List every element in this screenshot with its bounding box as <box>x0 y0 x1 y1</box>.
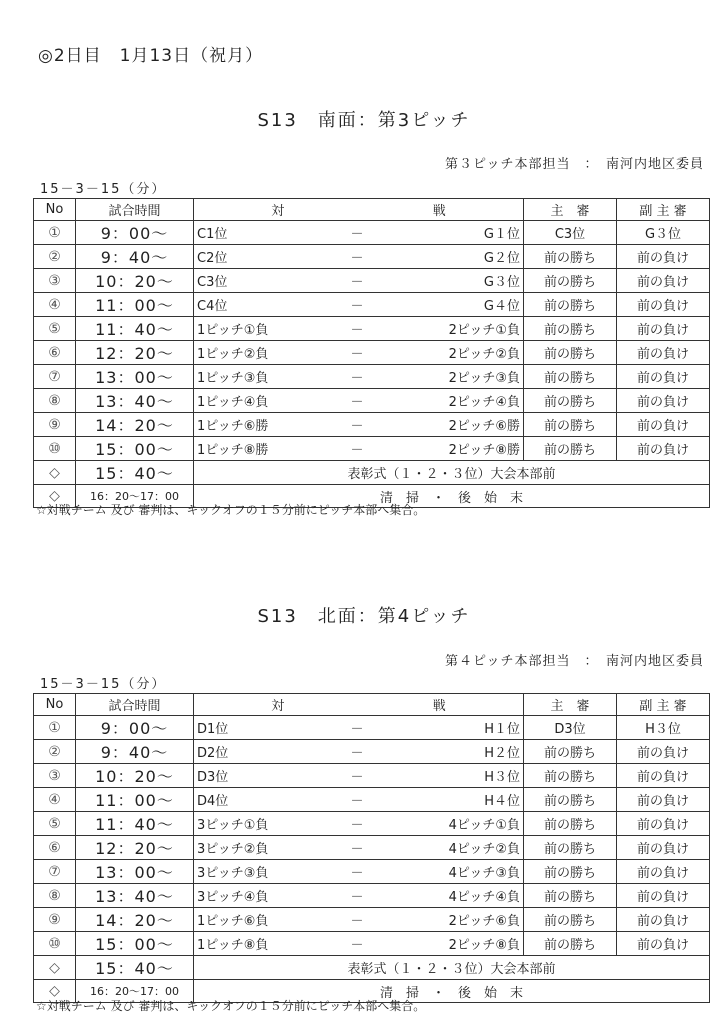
row-number: ② <box>34 245 76 269</box>
home-team: 3ピッチ④負 <box>197 890 269 906</box>
versus-dash: － <box>350 914 364 930</box>
referee: 前の勝ち <box>524 293 617 317</box>
referee: 前の勝ち <box>524 389 617 413</box>
header-match <box>194 694 524 716</box>
match-row <box>34 884 710 908</box>
versus-dash: － <box>350 299 364 315</box>
away-team: G１位 <box>483 227 520 243</box>
home-team: D1位 <box>197 722 229 738</box>
row-time: 11：40～ <box>76 317 194 341</box>
match-cell <box>194 860 524 884</box>
header-match-left: 対 <box>271 699 285 715</box>
referee: 前の勝ち <box>524 932 617 956</box>
away-team: 4ピッチ③負 <box>448 866 520 882</box>
versus-dash: － <box>350 746 364 762</box>
sub-referee: G３位 <box>617 221 710 245</box>
match-format: 15－3－15（分） <box>40 677 167 692</box>
header-match-left: 対 <box>271 204 285 220</box>
versus-dash: － <box>350 227 364 243</box>
row-number: ④ <box>34 293 76 317</box>
match-row <box>34 740 710 764</box>
away-team: H１位 <box>484 722 520 738</box>
sub-referee: 前の負け <box>617 764 710 788</box>
away-team: 2ピッチ⑥勝 <box>448 419 520 435</box>
match-row <box>34 908 710 932</box>
home-team: C3位 <box>197 275 228 291</box>
versus-dash: － <box>350 395 364 411</box>
match-row <box>34 437 710 461</box>
away-team: H２位 <box>484 746 520 762</box>
row-number: ⑥ <box>34 836 76 860</box>
ceremony-text: 表彰式（１・２・３位）大会本部前 <box>194 956 710 980</box>
versus-dash: － <box>350 347 364 363</box>
match-cell <box>194 365 524 389</box>
away-team: H４位 <box>484 794 520 810</box>
match-row <box>34 836 710 860</box>
referee: 前の勝ち <box>524 788 617 812</box>
away-team: 2ピッチ②負 <box>448 347 520 363</box>
row-time: 12：20～ <box>76 341 194 365</box>
row-number: ⑩ <box>34 932 76 956</box>
match-format: 15－3－15（分） <box>40 182 167 197</box>
row-time: 15：00～ <box>76 437 194 461</box>
versus-dash: － <box>350 866 364 882</box>
match-row <box>34 812 710 836</box>
match-row <box>34 413 710 437</box>
row-time: 11：40～ <box>76 812 194 836</box>
versus-dash: － <box>350 323 364 339</box>
referee: 前の勝ち <box>524 740 617 764</box>
match-row <box>34 932 710 956</box>
home-team: 1ピッチ⑥負 <box>197 914 269 930</box>
sub-referee: 前の負け <box>617 437 710 461</box>
referee: 前の勝ち <box>524 764 617 788</box>
match-cell <box>194 293 524 317</box>
row-number: ◇ <box>34 485 76 507</box>
assembly-note: ☆対戦チーム 及び 審判は、キックオフの１５分前にピッチ本部へ集合。 <box>36 503 426 517</box>
header-referee: 主 審 <box>524 694 617 716</box>
away-team: G４位 <box>483 299 520 315</box>
match-row <box>34 389 710 413</box>
row-time: 10：20～ <box>76 764 194 788</box>
away-team: 2ピッチ⑥負 <box>448 914 520 930</box>
away-team: G３位 <box>483 275 520 291</box>
referee: 前の勝ち <box>524 884 617 908</box>
match-cell <box>194 716 524 740</box>
away-team: H３位 <box>484 770 520 786</box>
referee: 前の勝ち <box>524 269 617 293</box>
match-row <box>34 788 710 812</box>
home-team: 1ピッチ④負 <box>197 395 269 411</box>
match-row <box>34 764 710 788</box>
row-time: 15：40～ <box>76 956 194 980</box>
row-time: 11：00～ <box>76 788 194 812</box>
row-time: 15：40～ <box>76 461 194 485</box>
home-team: C1位 <box>197 227 228 243</box>
pitch-assignment: 第４ピッチ本部担当 ： 南河内地区委員 <box>445 654 704 669</box>
row-number: ◇ <box>34 461 76 485</box>
versus-dash: － <box>350 794 364 810</box>
header-no: No <box>34 694 76 716</box>
versus-dash: － <box>350 251 364 267</box>
assembly-note: ☆対戦チーム 及び 審判は、キックオフの１５分前にピッチ本部へ集合。 <box>36 999 426 1013</box>
home-team: 3ピッチ③負 <box>197 866 269 882</box>
row-time: 13：00～ <box>76 860 194 884</box>
away-team: 4ピッチ④負 <box>448 890 520 906</box>
referee: 前の勝ち <box>524 413 617 437</box>
match-cell <box>194 221 524 245</box>
row-number: ⑤ <box>34 317 76 341</box>
referee: 前の勝ち <box>524 437 617 461</box>
referee: 前の勝ち <box>524 836 617 860</box>
row-time: 16：20～17：00 <box>76 980 194 1002</box>
header-time: 試合時間 <box>76 199 194 221</box>
versus-dash: － <box>350 722 364 738</box>
sub-referee: 前の負け <box>617 269 710 293</box>
away-team: 4ピッチ①負 <box>448 818 520 834</box>
section-title: S13 北面：第4ピッチ <box>257 606 471 627</box>
header-match <box>194 199 524 221</box>
row-number: ③ <box>34 269 76 293</box>
row-time: 9：40～ <box>76 740 194 764</box>
table-header-row <box>34 694 710 716</box>
sub-referee: 前の負け <box>617 788 710 812</box>
header-sub-referee: 副 主 審 <box>617 694 710 716</box>
sub-referee: 前の負け <box>617 413 710 437</box>
match-cell <box>194 341 524 365</box>
row-number: ◇ <box>34 980 76 1002</box>
sub-referee: 前の負け <box>617 908 710 932</box>
row-time: 12：20～ <box>76 836 194 860</box>
section-title: S13 南面：第3ピッチ <box>257 110 471 131</box>
versus-dash: － <box>350 371 364 387</box>
row-number: ② <box>34 740 76 764</box>
referee: 前の勝ち <box>524 860 617 884</box>
home-team: 1ピッチ⑧勝 <box>197 443 269 459</box>
match-row <box>34 317 710 341</box>
row-number: ⑨ <box>34 413 76 437</box>
row-time: 9：00～ <box>76 716 194 740</box>
versus-dash: － <box>350 818 364 834</box>
match-row <box>34 221 710 245</box>
referee: 前の勝ち <box>524 245 617 269</box>
home-team: 3ピッチ②負 <box>197 842 269 858</box>
row-time: 14：20～ <box>76 413 194 437</box>
sub-referee: 前の負け <box>617 860 710 884</box>
table-header-row <box>34 199 710 221</box>
versus-dash: － <box>350 443 364 459</box>
row-time: 16：20～17：00 <box>76 485 194 507</box>
referee: 前の勝ち <box>524 812 617 836</box>
sub-referee: 前の負け <box>617 389 710 413</box>
referee: 前の勝ち <box>524 908 617 932</box>
schedule-table <box>33 198 710 508</box>
match-cell <box>194 269 524 293</box>
row-time: 10：20～ <box>76 269 194 293</box>
header-referee: 主 審 <box>524 199 617 221</box>
row-number: ⑧ <box>34 389 76 413</box>
away-team: 2ピッチ④負 <box>448 395 520 411</box>
home-team: 3ピッチ①負 <box>197 818 269 834</box>
day-header: ◎2日目 1月13日（祝月） <box>38 46 264 66</box>
match-row <box>34 716 710 740</box>
referee: C3位 <box>524 221 617 245</box>
referee: 前の勝ち <box>524 365 617 389</box>
match-cell <box>194 389 524 413</box>
sub-referee: 前の負け <box>617 932 710 956</box>
versus-dash: － <box>350 890 364 906</box>
away-team: 2ピッチ①負 <box>448 323 520 339</box>
match-cell <box>194 884 524 908</box>
home-team: C4位 <box>197 299 228 315</box>
ceremony-row <box>34 461 710 485</box>
home-team: 1ピッチ①負 <box>197 323 269 339</box>
row-time: 9：40～ <box>76 245 194 269</box>
header-sub-referee: 副 主 審 <box>617 199 710 221</box>
schedule-table <box>33 693 710 1003</box>
match-cell <box>194 245 524 269</box>
home-team: 1ピッチ⑧負 <box>197 938 269 954</box>
match-cell <box>194 788 524 812</box>
versus-dash: － <box>350 938 364 954</box>
row-time: 14：20～ <box>76 908 194 932</box>
row-number: ③ <box>34 764 76 788</box>
row-time: 15：00～ <box>76 932 194 956</box>
row-number: ⑧ <box>34 884 76 908</box>
row-number: ⑩ <box>34 437 76 461</box>
header-match-right: 戦 <box>432 699 446 715</box>
referee: D3位 <box>524 716 617 740</box>
pitch-assignment: 第３ピッチ本部担当 ： 南河内地区委員 <box>445 157 704 172</box>
row-time: 11：00～ <box>76 293 194 317</box>
match-row <box>34 245 710 269</box>
sub-referee: 前の負け <box>617 836 710 860</box>
sub-referee: 前の負け <box>617 317 710 341</box>
cleanup-text: 清 掃 ・ 後 始 末 <box>194 485 710 507</box>
away-team: G２位 <box>483 251 520 267</box>
row-number: ④ <box>34 788 76 812</box>
row-number: ① <box>34 221 76 245</box>
versus-dash: － <box>350 842 364 858</box>
sub-referee: H３位 <box>617 716 710 740</box>
row-number: ⑦ <box>34 365 76 389</box>
header-no: No <box>34 199 76 221</box>
match-cell <box>194 437 524 461</box>
row-time: 13：40～ <box>76 884 194 908</box>
row-number: ⑨ <box>34 908 76 932</box>
ceremony-text: 表彰式（１・２・３位）大会本部前 <box>194 461 710 485</box>
match-cell <box>194 764 524 788</box>
row-number: ⑦ <box>34 860 76 884</box>
home-team: D3位 <box>197 770 229 786</box>
match-row <box>34 341 710 365</box>
sub-referee: 前の負け <box>617 740 710 764</box>
home-team: D2位 <box>197 746 229 762</box>
match-row <box>34 269 710 293</box>
row-number: ◇ <box>34 956 76 980</box>
cleanup-text: 清 掃 ・ 後 始 末 <box>194 980 710 1002</box>
match-cell <box>194 836 524 860</box>
match-cell <box>194 908 524 932</box>
sub-referee: 前の負け <box>617 365 710 389</box>
away-team: 4ピッチ②負 <box>448 842 520 858</box>
referee: 前の勝ち <box>524 341 617 365</box>
versus-dash: － <box>350 275 364 291</box>
row-number: ⑤ <box>34 812 76 836</box>
sub-referee: 前の負け <box>617 884 710 908</box>
sub-referee: 前の負け <box>617 341 710 365</box>
sub-referee: 前の負け <box>617 812 710 836</box>
match-cell <box>194 932 524 956</box>
sub-referee: 前の負け <box>617 245 710 269</box>
away-team: 2ピッチ⑧勝 <box>448 443 520 459</box>
referee: 前の勝ち <box>524 317 617 341</box>
home-team: C2位 <box>197 251 228 267</box>
match-row <box>34 860 710 884</box>
row-number: ① <box>34 716 76 740</box>
match-cell <box>194 317 524 341</box>
row-time: 13：40～ <box>76 389 194 413</box>
match-row <box>34 365 710 389</box>
header-match-right: 戦 <box>432 204 446 220</box>
header-time: 試合時間 <box>76 694 194 716</box>
match-cell <box>194 812 524 836</box>
away-team: 2ピッチ③負 <box>448 371 520 387</box>
match-row <box>34 293 710 317</box>
row-time: 13：00～ <box>76 365 194 389</box>
row-time: 9：00～ <box>76 221 194 245</box>
versus-dash: － <box>350 419 364 435</box>
home-team: 1ピッチ②負 <box>197 347 269 363</box>
versus-dash: － <box>350 770 364 786</box>
ceremony-row <box>34 956 710 980</box>
home-team: 1ピッチ③負 <box>197 371 269 387</box>
away-team: 2ピッチ⑧負 <box>448 938 520 954</box>
sub-referee: 前の負け <box>617 293 710 317</box>
match-cell <box>194 740 524 764</box>
row-number: ⑥ <box>34 341 76 365</box>
home-team: D4位 <box>197 794 229 810</box>
home-team: 1ピッチ⑥勝 <box>197 419 269 435</box>
match-cell <box>194 413 524 437</box>
